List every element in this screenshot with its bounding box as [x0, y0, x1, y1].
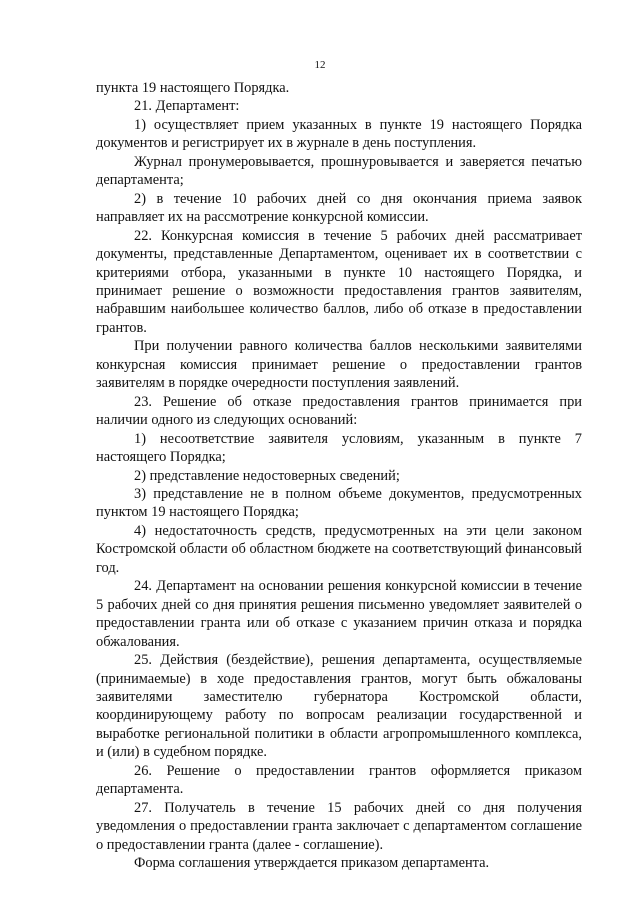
page-number: 12: [314, 59, 326, 71]
paragraph-23-sub-3: 3) представление не в полном объеме документов, предусмотренных пунктом 19 настоящего Порядка;: [96, 485, 582, 521]
paragraph-item-26: 26. Решение о предоставлении грантов оформляется приказом департамента.: [96, 762, 582, 798]
paragraph-agreement-form: Форма соглашения утверждается приказом департамента.: [134, 855, 490, 872]
paragraph-21-sub-2: 2) в течение 10 рабочих дней со дня окончания приема заявок направляет их на рассмотрение конкурсной комиссии.: [96, 190, 582, 226]
paragraph-23-sub-2: 2) представление недостоверных сведений;: [134, 467, 400, 484]
paragraph-item-21: 21. Департамент:: [134, 98, 240, 115]
paragraph-item-22: 22. Конкурсная комиссия в течение 5 рабочих дней рассматривает документы, представленные Департаментом, оценивает их в соответствии с критериями отбора, указанными в пункте 10 настоящего Порядка, и принимает решение о возможности предоставления грантов заявителям, набравшим наибольшее количество баллов, либо об отказе в предоставлении грантов.: [96, 227, 582, 336]
paragraph-item-25: 25. Действия (бездействие), решения департамента, осуществляемые (принимаемые) в ходе предоставления грантов, могут быть обжалованы заявителями заместителю губернатора Костромской области, координирующему работу по вопросам реализации государственной и выработке региональной политики в области агропромышленного комплекса, и (или) в судебном порядке.: [96, 652, 582, 761]
paragraph-item-24: 24. Департамент на основании решения конкурсной комиссии в течение 5 рабочих дней со дня принятия решения письменно уведомляет заявителей о предоставлении гранта или об отказе с указанием причин отказа и порядка обжалования.: [96, 578, 582, 650]
paragraph-item-23: 23. Решение об отказе предоставления грантов принимается при наличии одного из следующих оснований:: [96, 393, 582, 429]
document-body: [96, 79, 582, 872]
paragraph-23-sub-1: 1) несоответствие заявителя условиям, указанным в пункте 7 настоящего Порядка;: [96, 430, 582, 466]
paragraph-21-sub-1: 1) осуществляет прием указанных в пункте 19 настоящего Порядка документов и регистрирует их в журнале в день поступления.: [96, 116, 582, 152]
paragraph-23-sub-4: 4) недостаточность средств, предусмотренных на эти цели законом Костромской области об областном бюджете на соответствующий финансовый год.: [96, 522, 582, 576]
paragraph-equal-scores: При получении равного количества баллов несколькими заявителями конкурсная комиссия принимает решение о предоставлении грантов заявителям в порядке очередности поступления заявлений.: [96, 338, 582, 392]
paragraph-item-27: 27. Получатель в течение 15 рабочих дней со дня получения уведомления о предоставлении гранта заключает с департаментом соглашение о предоставлении гранта (далее - соглашение).: [96, 799, 582, 853]
paragraph-journal: Журнал пронумеровывается, прошнуровывается и заверяется печатью департамента;: [96, 153, 582, 189]
paragraph-continuation: пункта 19 настоящего Порядка.: [96, 80, 290, 96]
